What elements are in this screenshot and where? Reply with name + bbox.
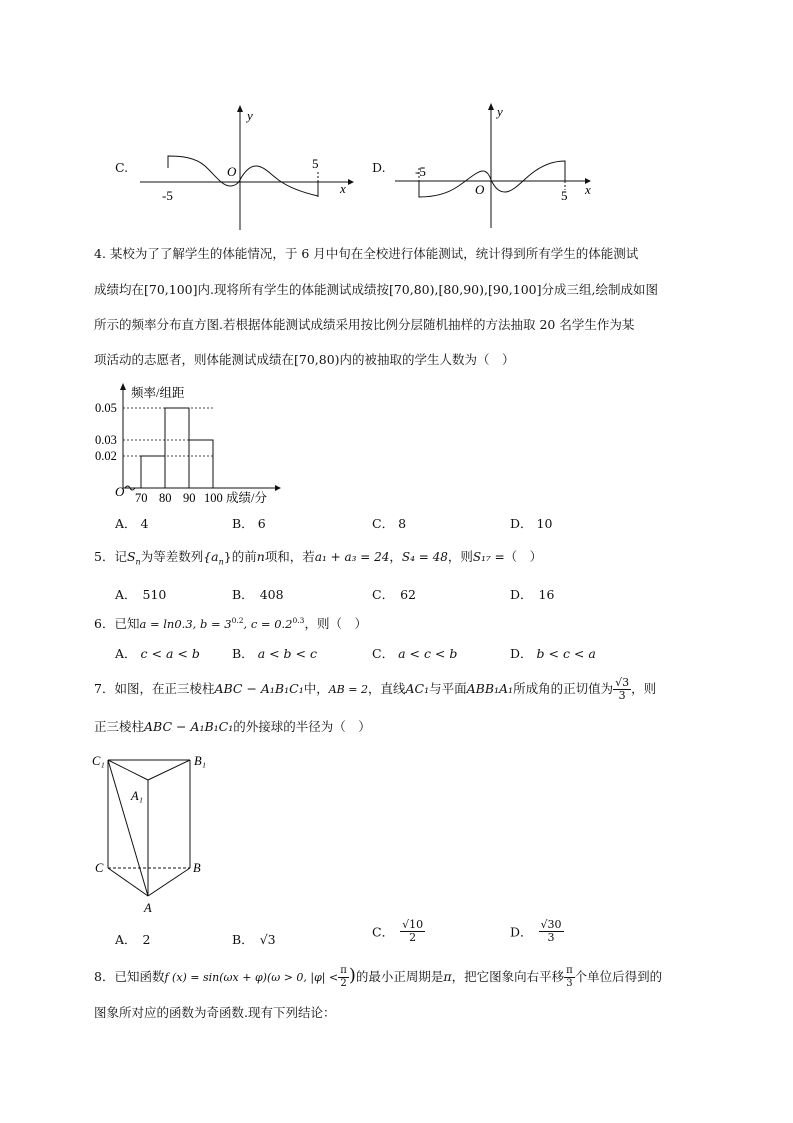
q7-line-2: 正三棱柱ABC − A₁B₁C₁的外接球的半径为（ ） xyxy=(94,719,371,734)
vertex-b1: B₁ xyxy=(194,754,206,768)
q6-stem: 6．已知a = ln0.3, $b = 3^{0.2}$, $c = 0.2^{0.3}$，则（ ） xyxy=(94,616,367,632)
x-tick-label: 80 xyxy=(159,491,172,505)
q7-option-c[interactable]: C． $\frac{√10}{2}$ xyxy=(372,918,424,944)
vertex-b: B xyxy=(193,861,201,875)
q7-option-a[interactable]: A． 2 xyxy=(115,932,151,947)
q4-line-4: 项活动的志愿者，则体能测试成绩在[70,80)内的被抽取的学生人数为（ ） xyxy=(94,352,515,367)
q5-option-c[interactable]: C． 62 xyxy=(372,587,416,602)
origin-label: O xyxy=(227,164,237,179)
y-axis-label: y xyxy=(497,104,503,119)
q4-line-2: 成绩均在[70,100]内.现将所有学生的体能测试成绩按[70,80),[80,90),[90,100]分成三组,绘制成如图 xyxy=(94,282,658,297)
xmax-label: 5 xyxy=(561,188,568,203)
origin-label: O xyxy=(475,182,485,197)
q4-option-a[interactable]: A． 4 xyxy=(115,516,149,531)
q7-option-b[interactable]: B． √3 xyxy=(232,932,276,947)
y-axis-label: y xyxy=(247,108,253,123)
q8-line-1: 8．已知函数f (x) = sin(ωx + φ)(ω > 0, |φ| < $\frac{\pi}{2}$ )的最小正周期是π，把它图象向右平移 $\frac{\pi}{3}$ 个单位后得到的 xyxy=(94,965,663,989)
histogram-bar-90-100 xyxy=(189,440,213,488)
x-tick-label: 90 xyxy=(183,491,196,505)
y-axis-title: 频率/组距 xyxy=(131,386,185,400)
q4-option-c[interactable]: C． 8 xyxy=(372,516,407,531)
q5-option-d[interactable]: D． 16 xyxy=(510,587,555,602)
histogram-bar-80-90 xyxy=(165,408,189,488)
q5-option-b[interactable]: B． 408 xyxy=(232,587,284,602)
q7-line-1: 7．如图，在正三棱柱ABC − A₁B₁C₁中，AB = 2，直线AC₁与平面ABB₁A₁所成角的正切值为 $\frac{√3}{3}$ ，则 xyxy=(94,676,657,702)
graph-option-c xyxy=(140,100,360,235)
vertex-c: C xyxy=(95,861,104,875)
xmin-label: -5 xyxy=(415,164,426,179)
graph-option-d xyxy=(395,98,605,233)
y-tick-label: 0.03 xyxy=(95,433,117,447)
x-tick-label: 100 xyxy=(204,491,223,505)
option-c-label: C. xyxy=(115,160,129,175)
xmin-label: -5 xyxy=(162,188,173,203)
q5-stem: 5．记$S_n$为等差数列$\{a_n\}$的前n项和，若a₁ + a₃ = 24，S₄ = 48，则S₁₇ =（ ） xyxy=(94,549,543,567)
q7-option-d[interactable]: D． $\frac{√30}{3}$ xyxy=(510,918,562,944)
q6-option-b[interactable]: B． a < b < c xyxy=(232,646,317,661)
vertex-a1: A₁ xyxy=(131,789,143,803)
xmax-label: 5 xyxy=(312,156,319,171)
origin-label: O xyxy=(115,484,125,499)
vertex-c1: C₁ xyxy=(92,754,105,768)
frequency-histogram xyxy=(95,378,295,506)
y-tick-label: 0.02 xyxy=(95,449,117,463)
tan-fraction: $\frac{√3}{3}$ xyxy=(615,676,630,702)
q4-line-1: 4. 某校为了了解学生的体能情况，于 6 月中旬在全校进行体能测试，统计得到所有学生的体能测试 xyxy=(94,246,639,261)
x-tick-label: 70 xyxy=(135,491,148,505)
q8-line-2: 图象所对应的函数为奇函数.现有下列结论： xyxy=(94,1005,336,1020)
x-axis-label: x xyxy=(585,182,591,197)
histogram-bar-70-80 xyxy=(141,456,165,488)
vertex-a: A xyxy=(144,901,152,915)
q6-option-c[interactable]: C． a < c < b xyxy=(372,646,458,661)
option-d-label: D. xyxy=(372,160,386,175)
x-axis-title: 成绩/分 xyxy=(226,491,267,505)
q5-option-a[interactable]: A． 510 xyxy=(115,587,167,602)
prism-figure xyxy=(90,748,220,920)
q4-line-3: 所示的频率分布直方图.若根据体能测试成绩采用按比例分层随机抽样的方法抽取 20 名学生作为某 xyxy=(94,317,635,332)
q4-option-b[interactable]: B． 6 xyxy=(232,516,266,531)
q4-option-d[interactable]: D． 10 xyxy=(510,516,553,531)
x-axis-label: x xyxy=(340,181,346,196)
q6-option-d[interactable]: D． b < c < a xyxy=(510,646,596,661)
y-tick-label: 0.05 xyxy=(95,401,117,415)
q6-option-a[interactable]: A． c < a < b xyxy=(115,646,200,661)
